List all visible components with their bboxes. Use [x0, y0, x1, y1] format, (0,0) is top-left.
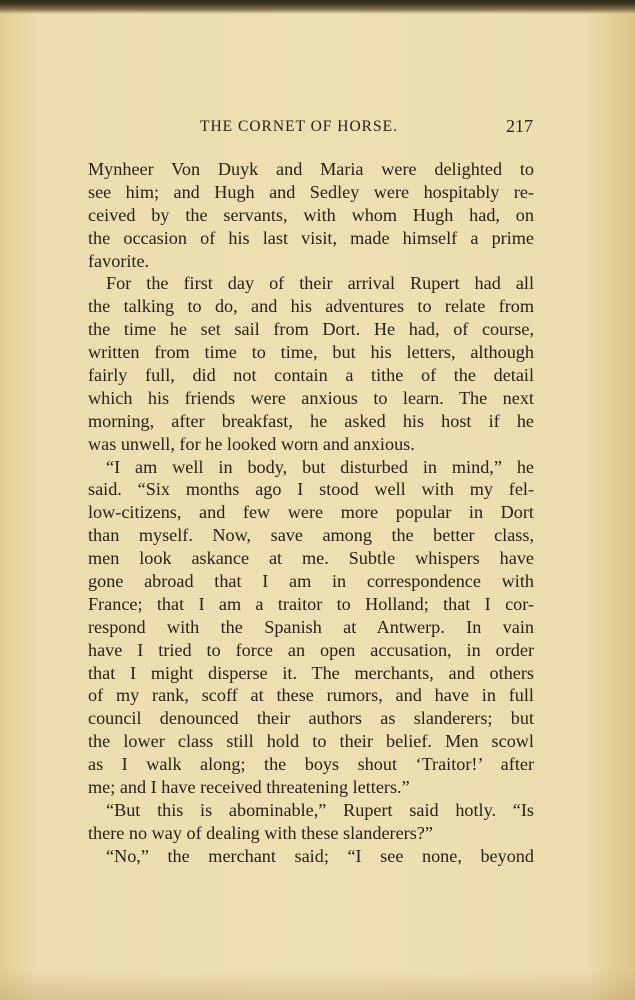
text-line: the lower class still hold to their belief. Men scowl — [88, 731, 534, 752]
text-line: than myself. Now, save among the better class, — [88, 525, 534, 546]
text-line: as I walk along; the boys shout ‘Traitor!’ after — [88, 754, 534, 775]
text-line: favorite. — [88, 250, 150, 271]
text-line: low-citizens, and few were more popular in Dort — [88, 502, 534, 523]
text-line: there no way of dealing with these slanderers?” — [88, 822, 433, 843]
text-line: see him; and Hugh and Sedley were hospitably re- — [88, 181, 534, 202]
text-line: the talking to do, and his adventures to relate from — [88, 296, 534, 317]
text-line: that I might disperse it. The merchants, and others — [88, 662, 534, 683]
text-line: of my rank, scoff at these rumors, and have in full — [88, 685, 534, 706]
text-line: which his friends were anxious to learn. The next — [88, 387, 534, 408]
text-line: “I am well in body, but disturbed in mind,” he — [106, 456, 534, 477]
text-line: gone abroad that I am in correspondence with — [88, 571, 534, 592]
text-line: the time he set sail from Dort. He had, of course, — [88, 319, 534, 340]
text-line: said. “Six months ago I stood well with my fel- — [88, 479, 534, 500]
text-line: Mynheer Von Duyk and Maria were delighted to — [88, 159, 534, 179]
text-line: morning, after breakfast, he asked his host if he — [88, 410, 534, 431]
text-line: “But this is abominable,” Rupert said hotly. “Is — [106, 799, 534, 820]
text-line: was unwell, for he looked worn and anxious. — [88, 433, 415, 454]
text-line: men look askance at me. Subtle whispers have — [88, 548, 534, 569]
text-line: respond with the Spanish at Antwerp. In vain — [88, 616, 534, 637]
text-line: ceived by the servants, with whom Hugh had, on — [88, 204, 534, 225]
body-text — [88, 158, 534, 868]
page-number: 217 — [506, 116, 533, 136]
running-head: THE CORNET OF HORSE. — [200, 118, 398, 135]
text-line: “No,” the merchant said; “I see none, beyond — [106, 845, 534, 866]
page-bottom-shade — [0, 970, 635, 1000]
text-line: the occasion of his last visit, made himself a prime — [88, 227, 534, 248]
text-line: fairly full, did not contain a tithe of the detail — [88, 365, 534, 386]
text-line: written from time to time, but his letters, although — [88, 342, 534, 363]
page-header — [88, 116, 535, 140]
text-line: have I tried to force an open accusation, in order — [88, 639, 534, 660]
text-line: council denounced their authors as slanderers; but — [88, 708, 534, 729]
text-line: France; that I am a traitor to Holland; that I cor- — [88, 593, 534, 614]
text-line: For the first day of their arrival Rupert had all — [106, 273, 534, 294]
page-top-edge — [0, 0, 635, 14]
text-line: me; and I have received threatening letters.” — [88, 777, 410, 798]
